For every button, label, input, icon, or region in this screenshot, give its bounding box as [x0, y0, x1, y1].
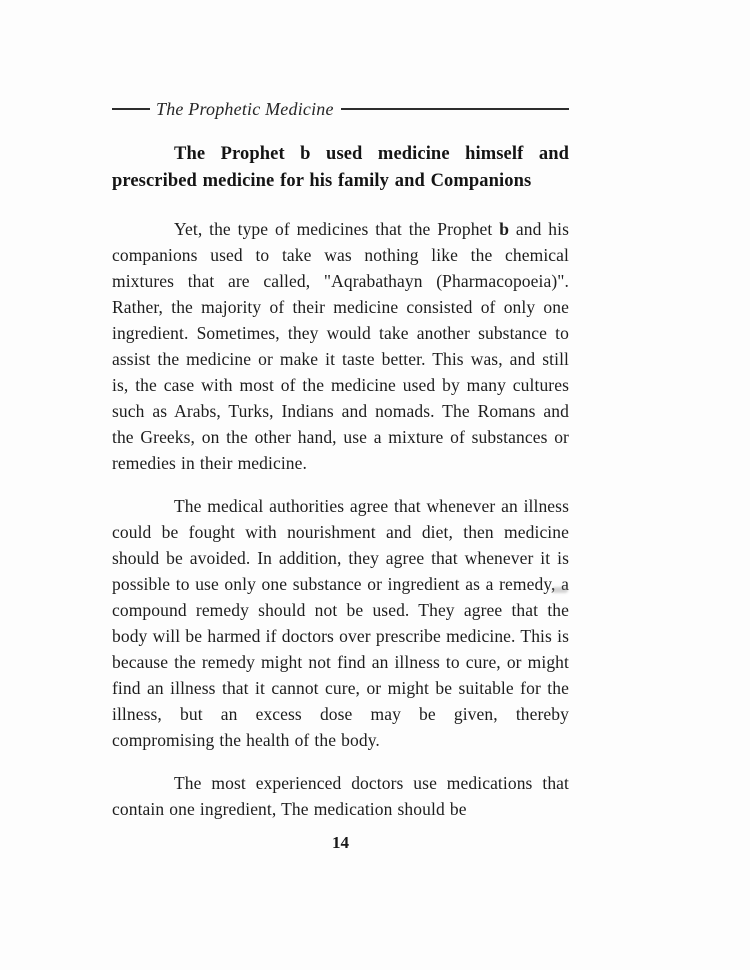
running-header [112, 97, 569, 121]
paragraph-1-lead: Yet, the type of medicines that the Prophet [174, 219, 500, 239]
prophet-symbol-bold: b [499, 219, 510, 239]
page-number: 14 [332, 833, 349, 852]
header-rule-right [341, 108, 569, 110]
scan-artifact [552, 587, 568, 593]
section-heading: The Prophet b used medicine himself and prescribed medicine for his family and Companions [112, 144, 569, 191]
text-column [112, 0, 569, 853]
paragraph-2: The medical authorities agree that whenever an illness could be fought with nourishment and diet, then medicine should be avoided. In addition, they agree that whenever it is possible to use only one substance or ingredient as a remedy, a compound remedy should not be used. They agree that the body will be harmed if doctors over prescribe medicine. This is because the remedy might not find an illness to cure, or might find an illness that it cannot cure, or might be suitable for the illness, but an excess dose may be given, thereby compromising the health of the body. [112, 496, 569, 750]
paragraph-1 [112, 216, 569, 476]
paragraph-3: The most experienced doctors use medications that contain one ingredient, The medication should be [112, 773, 569, 819]
running-header-title: The Prophetic Medicine [156, 98, 334, 119]
header-rule-left [112, 108, 150, 110]
paragraph-1-rest: and his companions used to take was nothing like the chemical mixtures that are called, "Aqrabathayn (Pharmacopoeia)". Rather, the majority of their medicine consisted of only one ingredient. Sometimes, they would take another substance to assist the medicine or make it taste better. This was, and still is, the case with most of the medicine used by many cultures such as Arabs, Turks, Indians and nomads. The Romans and the Greeks, on the other hand, use a mixture of substances or remedies in their medicine. [112, 219, 569, 473]
